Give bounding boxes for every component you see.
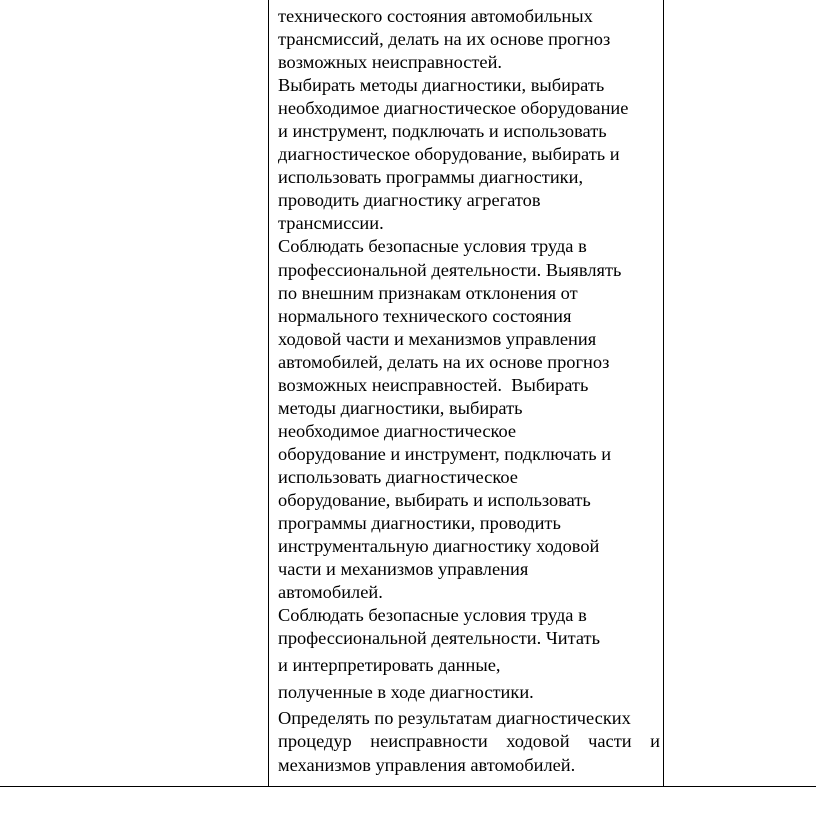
text-line: диагностическое оборудование, выбирать и <box>278 144 620 165</box>
final-paragraph-line: механизмов управления автомобилей. <box>278 754 576 775</box>
text-line: возможных неисправностей. <box>278 52 503 73</box>
text-line: оборудование и инструмент, подключать и <box>278 443 612 464</box>
text-line: необходимое диагностическое <box>278 420 517 441</box>
text-line: автомобилей. <box>278 582 383 603</box>
text-line: нормального технического состояния <box>278 305 572 326</box>
text-line: по внешним признакам отклонения от <box>278 282 578 303</box>
text-line: Соблюдать безопасные условия труда в <box>278 605 587 626</box>
final-paragraph-line: Определять по результатам диагностических <box>278 708 631 729</box>
text-line: ходовой части и механизмов управления <box>278 328 597 349</box>
text-line: технического состояния автомобильных <box>278 6 593 26</box>
text-line: профессиональной деятельности. Выявлять <box>278 259 622 280</box>
text-line: Соблюдать безопасные условия труда в <box>278 236 587 257</box>
text-line: использовать программы диагностики, <box>278 167 584 188</box>
text-line: проводить диагностику агрегатов <box>278 190 541 211</box>
text-line: инструментальную диагностику ходовой <box>278 536 600 557</box>
text-line: методы диагностики, выбирать <box>278 397 523 418</box>
text-line: части и механизмов управления <box>278 559 529 580</box>
text-line: трансмиссий, делать на их основе прогноз <box>278 29 611 50</box>
text-line: программы диагностики, проводить <box>278 513 561 534</box>
text-line: полученные в ходе диагностики. <box>278 682 534 703</box>
column-divider-right <box>663 0 664 787</box>
text-line: Выбирать методы диагностики, выбирать <box>278 75 605 96</box>
text-line: трансмиссии. <box>278 213 384 234</box>
text-line: использовать диагностическое <box>278 466 518 487</box>
text-line: необходимое диагностическое оборудование <box>278 98 629 119</box>
text-line: и интерпретировать данные, <box>278 655 501 676</box>
competency-cell-text <box>278 5 660 777</box>
text-line: автомобилей, делать на их основе прогноз <box>278 351 610 372</box>
final-paragraph-line: процедур неисправности ходовой части и <box>278 731 660 752</box>
column-divider-left <box>268 0 269 787</box>
text-line: профессиональной деятельности. Читать <box>278 628 600 649</box>
text-line: возможных неисправностей. Выбирать <box>278 374 589 395</box>
text-line: и инструмент, подключать и использовать <box>278 121 607 142</box>
text-line: оборудование, выбирать и использовать <box>278 489 591 510</box>
